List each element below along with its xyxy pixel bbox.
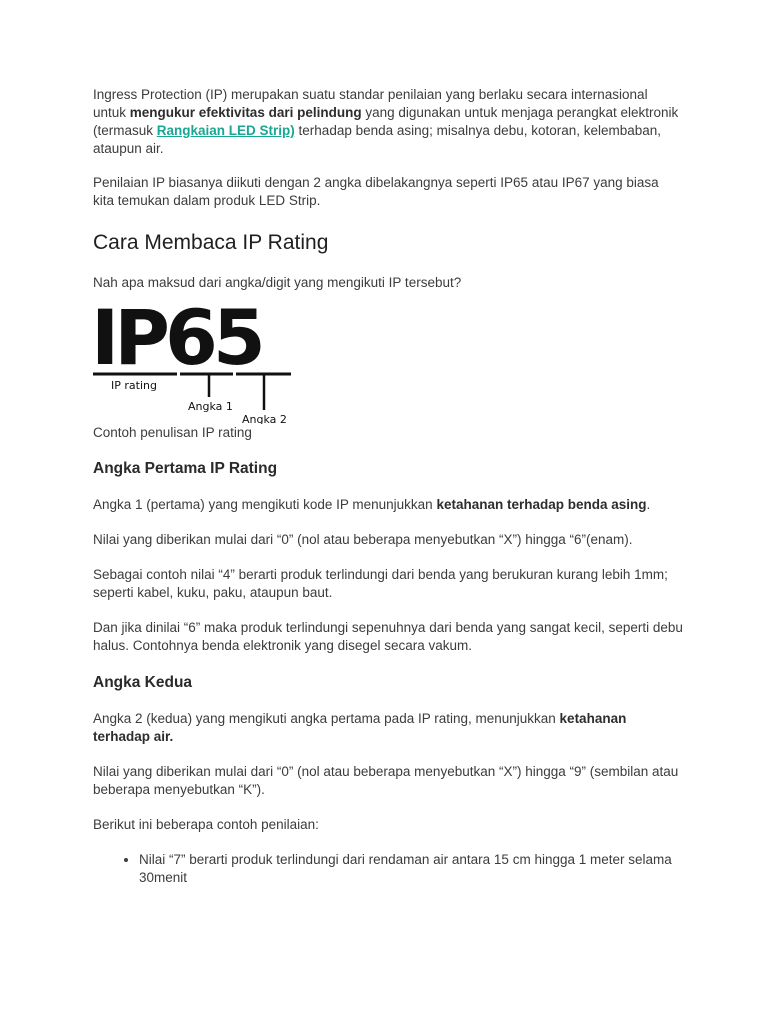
heading-angka-kedua: Angka Kedua [93, 674, 193, 691]
intro-paragraph-1 [93, 86, 683, 158]
bold-text: ketahanan terhadap air. [93, 711, 627, 744]
body-text: Angka 1 (pertama) yang mengikuti kode IP menunjukkan [93, 497, 437, 512]
section-title: Cara Membaca IP Rating [93, 231, 329, 254]
intro-paragraph-2: Penilaian IP biasanya diikuti dengan 2 angka dibelakangnya seperti IP65 atau IP67 yang biasa kita temukan dalam produk LED Strip. [93, 175, 659, 208]
heading-angka-pertama: Angka Pertama IP Rating [93, 460, 278, 477]
bold-text: ketahanan terhadap benda asing [436, 497, 647, 512]
document-page [93, 86, 683, 887]
intro-text: Ingress Protection (IP) merupakan suatu standar penilaian yang berlaku secara internasional untuk [93, 87, 648, 120]
example-list [93, 851, 683, 887]
led-strip-link[interactable]: Rangkaian LED Strip) [156, 123, 295, 138]
label-angka1: Angka 1 [188, 400, 233, 413]
second-digit-paragraph-1 [93, 710, 683, 746]
intro-text: yang digunakan untuk menjaga perangkat elektronik (termasuk [93, 105, 679, 138]
body-text: Angka 2 (kedua) yang mengikuti angka pertama pada IP rating, menunjukkan [93, 711, 560, 726]
ip65-diagram [93, 302, 293, 424]
second-digit-paragraph-2: Nilai yang diberikan mulai dari “0” (nol atau beberapa menyebutkan “X”) hingga “9” (sembilan atau beberapa menyebutkan “K”). [93, 764, 679, 797]
body-text: . [646, 497, 651, 512]
intro-text: terhadap benda asing; misalnya debu, kotoran, kelembaban, ataupun air. [93, 123, 662, 156]
first-digit-paragraph-4: Dan jika dinilai “6” maka produk terlindungi sepenuhnya dari benda yang sangat kecil, seperti debu halus. Contohnya benda elektronik yang disegel secara vakum. [93, 620, 683, 653]
label-angka2: Angka 2 [242, 413, 287, 424]
first-digit-paragraph-3: Sebagai contoh nilai “4” berarti produk terlindungi dari benda yang berukuran kurang lebih 1mm; seperti kabel, kuku, paku, ataupun baut. [93, 567, 668, 600]
intro-bold-text: mengukur efektivitas dari pelindung [129, 105, 362, 120]
first-digit-paragraph-1 [93, 496, 683, 514]
question-paragraph: Nah apa maksud dari angka/digit yang mengikuti IP tersebut? [93, 275, 462, 290]
label-ip-rating: IP rating [111, 379, 157, 392]
figure-caption: Contoh penulisan IP rating [93, 425, 252, 440]
ip65-big-text: IP65 [93, 302, 261, 382]
list-item: • Nilai “7” berarti produk terlindungi dari rendaman air antara 15 cm hingga 1 meter selama 30menit [139, 851, 683, 887]
ip65-figure [93, 302, 293, 424]
first-digit-paragraph-2: Nilai yang diberikan mulai dari “0” (nol atau beberapa menyebutkan “X”) hingga “6”(enam). [93, 532, 633, 547]
second-digit-paragraph-3: Berikut ini beberapa contoh penilaian: [93, 817, 319, 832]
